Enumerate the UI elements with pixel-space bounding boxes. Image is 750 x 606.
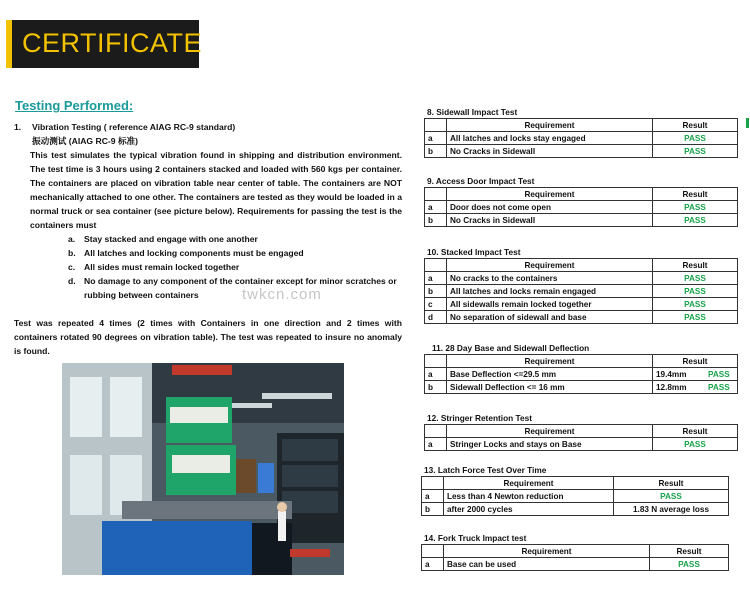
row-requirement: No separation of sidewall and base — [447, 311, 653, 324]
row-id: b — [425, 285, 447, 298]
row-value: 12.8mm — [653, 381, 701, 394]
row-requirement: All latches and locks remain engaged — [447, 285, 653, 298]
row-id: b — [425, 381, 447, 394]
header-id-cell — [425, 355, 447, 368]
row-value: 19.4mm — [653, 368, 701, 381]
header-result: Result — [653, 425, 738, 438]
table-row — [425, 438, 738, 451]
table-header — [422, 477, 729, 490]
table-row — [425, 311, 738, 324]
vibration-title-chinese: 振动测试 (AIAG RC-9 标准) — [32, 136, 138, 146]
header-requirement: Requirement — [447, 355, 653, 368]
test-13-latch-force — [421, 464, 729, 516]
row-requirement: Sidewall Deflection <= 16 mm — [447, 381, 653, 394]
test-8-sidewall-impact — [424, 106, 738, 158]
row-requirement: Less than 4 Newton reduction — [444, 490, 614, 503]
test-title: 10. Stacked Impact Test — [427, 247, 521, 257]
repeat-note: Test was repeated 4 times (2 times with Containers in one direction and 2 times with containers rotated 90 degrees on vibration table). The test was repeated to insure no anomaly is found. — [14, 318, 402, 356]
header-result: Result — [653, 259, 738, 272]
header-result: Result — [653, 119, 738, 132]
condition-d — [14, 274, 402, 302]
row-id: a — [425, 272, 447, 285]
table-header — [422, 545, 729, 558]
row-requirement: Stringer Locks and stays on Base — [447, 438, 653, 451]
row-id: a — [422, 490, 444, 503]
vibration-title-row — [14, 120, 402, 134]
table-row — [425, 145, 738, 158]
row-requirement: Door does not come open — [447, 201, 653, 214]
row-id: a — [422, 558, 444, 571]
row-id: d — [425, 311, 447, 324]
item-number: 1. — [14, 122, 22, 132]
header-id-cell — [425, 119, 447, 132]
table-header — [425, 188, 738, 201]
test-14-fork-truck-impact — [421, 532, 729, 571]
condition-text: Stay stacked and engage with one another — [84, 234, 258, 244]
row-requirement: All latches and locks stay engaged — [447, 132, 653, 145]
table-row — [425, 368, 738, 381]
result-table — [424, 424, 738, 451]
test-title: 14. Fork Truck Impact test — [424, 533, 527, 543]
row-id: b — [422, 503, 444, 516]
condition-text: All latches and locking components must be engaged — [84, 248, 304, 258]
header-result: Result — [653, 188, 738, 201]
row-requirement: Base can be used — [444, 558, 650, 571]
row-requirement: after 2000 cycles — [444, 503, 614, 516]
test-12-stringer-retention — [424, 412, 738, 451]
test-11-deflection — [424, 342, 738, 394]
table-header — [425, 259, 738, 272]
table-row — [425, 214, 738, 227]
row-requirement: No Cracks in Sidewall — [447, 145, 653, 158]
condition-letter: b. — [68, 248, 76, 258]
condition-letter: c. — [68, 262, 76, 272]
vibration-test-section — [14, 120, 402, 358]
result-table — [424, 354, 738, 394]
header-id-cell — [422, 545, 444, 558]
test-title: 12. Stringer Retention Test — [427, 413, 532, 423]
row-result: PASS — [653, 438, 738, 451]
table-row — [422, 503, 729, 516]
row-result: PASS — [653, 311, 738, 324]
banner-title: CERTIFICATE — [22, 28, 203, 58]
row-result: PASS — [653, 201, 738, 214]
header-id-cell — [425, 425, 447, 438]
row-result: PASS — [653, 214, 738, 227]
table-row — [425, 381, 738, 394]
test-title: 13. Latch Force Test Over Time — [424, 465, 547, 475]
table-row — [425, 272, 738, 285]
header-requirement: Requirement — [447, 188, 653, 201]
row-result: PASS — [653, 285, 738, 298]
table-row — [422, 490, 729, 503]
table-row — [425, 298, 738, 311]
header-requirement: Requirement — [444, 477, 614, 490]
row-result: PASS — [701, 368, 738, 381]
row-result: PASS — [614, 490, 729, 503]
header-requirement: Requirement — [447, 425, 653, 438]
row-requirement: No Cracks in Sidewall — [447, 214, 653, 227]
row-result: PASS — [701, 381, 738, 394]
row-result: PASS — [653, 298, 738, 311]
result-table — [424, 187, 738, 227]
edge-mark — [746, 118, 749, 128]
table-header — [425, 355, 738, 368]
row-id: a — [425, 438, 447, 451]
condition-text: All sides must remain locked together — [84, 262, 240, 272]
header-result: Result — [650, 545, 729, 558]
condition-letter: d. — [68, 276, 76, 286]
table-row — [422, 558, 729, 571]
row-id: c — [425, 298, 447, 311]
result-table — [424, 118, 738, 158]
row-id: a — [425, 201, 447, 214]
row-id: b — [425, 214, 447, 227]
condition-a — [14, 232, 402, 246]
table-header — [425, 119, 738, 132]
result-table — [421, 544, 729, 571]
condition-b — [14, 246, 402, 260]
row-result: PASS — [650, 558, 729, 571]
certificate-banner — [6, 20, 203, 68]
header-id-cell — [422, 477, 444, 490]
table-row — [425, 201, 738, 214]
header-requirement: Requirement — [447, 119, 653, 132]
condition-letter: a. — [68, 234, 76, 244]
result-table — [424, 258, 738, 324]
table-row — [425, 132, 738, 145]
header-result: Result — [614, 477, 729, 490]
condition-c — [14, 260, 402, 274]
vibration-paragraph: This test simulates the typical vibration found in shipping and distribution environment. The test time is 3 hours using 2 containers stacked and loaded with 560 kgs per container. The containers are placed on vibration table near center of table. The containers are NOT mechanically attached to one other. The containers are tested as they would be loaded in a normal truck or sea container (see picture below). Requirements for passing the test is the containers must — [30, 150, 402, 230]
header-id-cell — [425, 259, 447, 272]
condition-text: No damage to any component of the container except for minor scratches or rubbing between containers — [84, 276, 397, 300]
row-requirement: Base Deflection <=29.5 mm — [447, 368, 653, 381]
row-result: PASS — [653, 272, 738, 285]
watermark: twkcn.com — [242, 286, 322, 303]
row-result: 1.83 N average loss — [614, 503, 729, 516]
row-requirement: No cracks to the containers — [447, 272, 653, 285]
table-row — [425, 285, 738, 298]
test-9-access-door-impact — [424, 175, 738, 227]
test-title: 11. 28 Day Base and Sidewall Deflection — [432, 343, 590, 353]
row-requirement: All sidewalls remain locked together — [447, 298, 653, 311]
test-10-stacked-impact — [424, 246, 738, 324]
header-id-cell — [425, 188, 447, 201]
header-requirement: Requirement — [447, 259, 653, 272]
row-id: a — [425, 368, 447, 381]
table-header — [425, 425, 738, 438]
row-result: PASS — [653, 145, 738, 158]
test-title: 8. Sidewall Impact Test — [427, 107, 518, 117]
header-requirement: Requirement — [444, 545, 650, 558]
vibration-test-photo — [62, 363, 344, 575]
section-title: Testing Performed: — [15, 98, 134, 113]
warehouse-illustration — [62, 363, 344, 575]
row-result: PASS — [653, 132, 738, 145]
row-id: a — [425, 132, 447, 145]
result-table — [421, 476, 729, 516]
row-id: b — [425, 145, 447, 158]
vibration-title: Vibration Testing ( reference AIAG RC-9 standard) — [32, 122, 236, 132]
test-title: 9. Access Door Impact Test — [427, 176, 535, 186]
header-result: Result — [653, 355, 738, 368]
banner-accent — [6, 20, 12, 68]
